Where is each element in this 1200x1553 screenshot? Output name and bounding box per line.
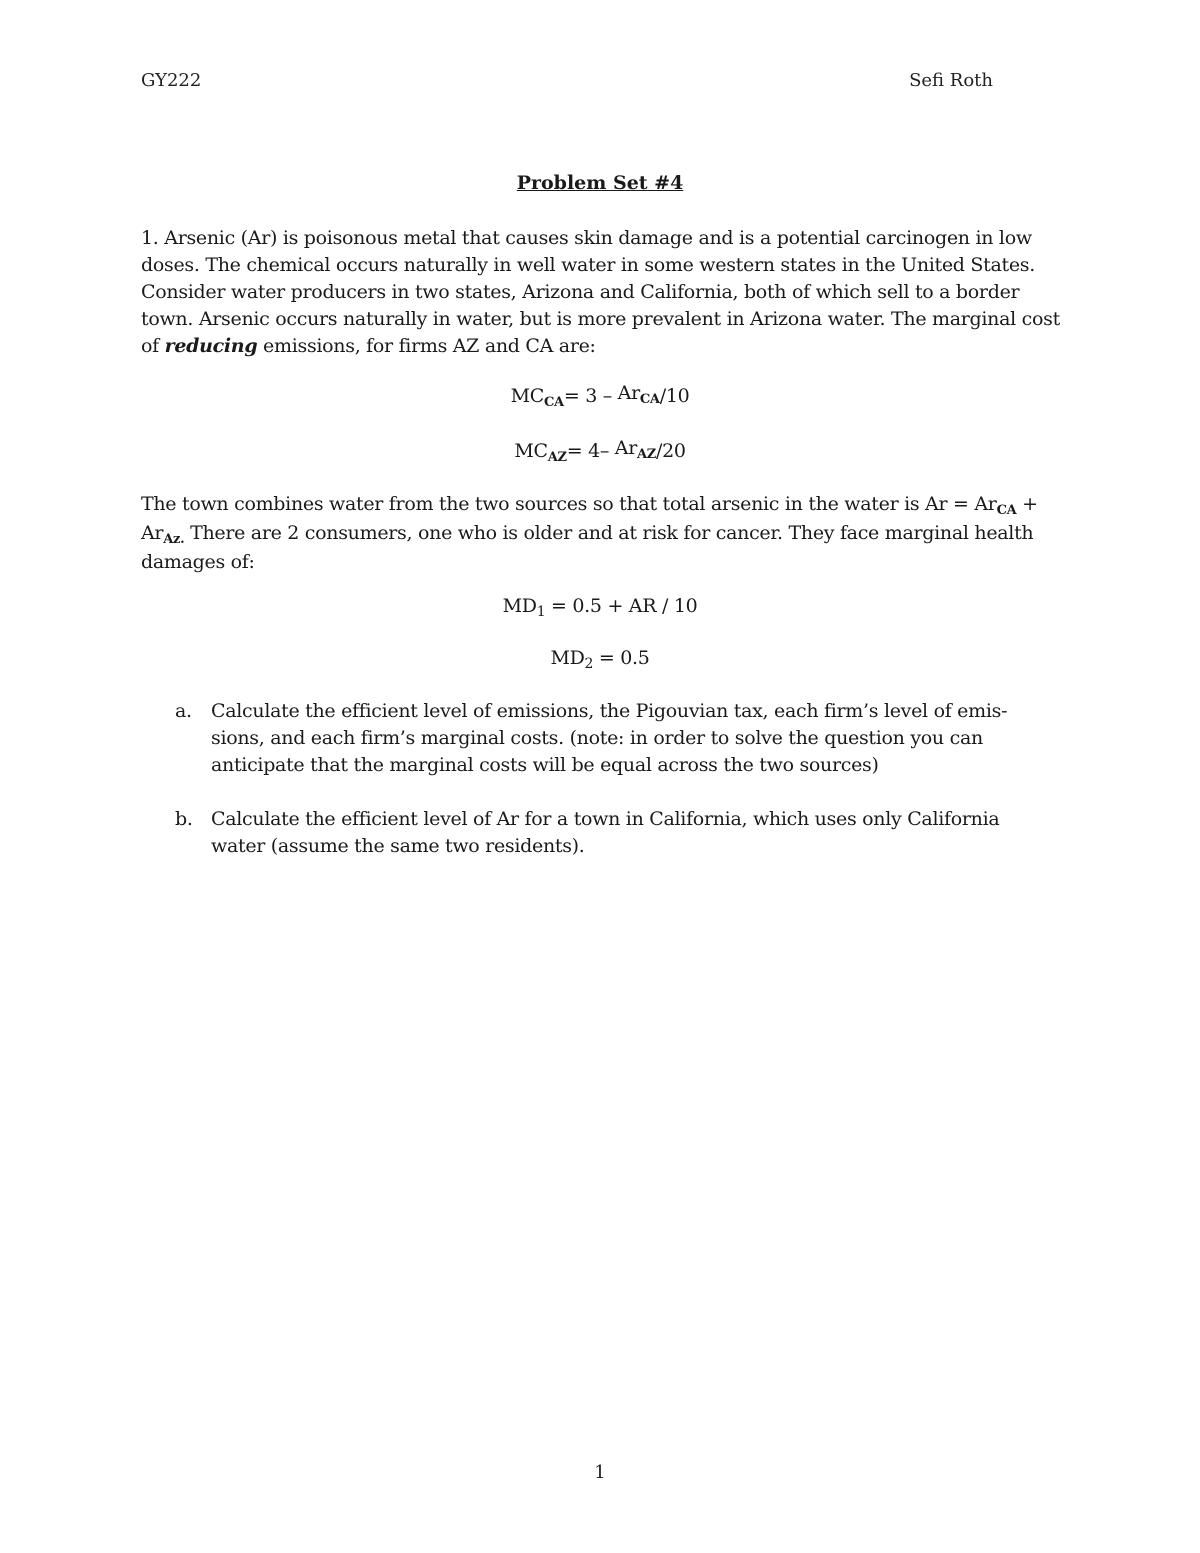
eq-ca-lhs: MC: [510, 385, 544, 407]
md1-lhs: MD: [502, 595, 537, 617]
equation-md2: [0, 647, 1200, 672]
list-item: [175, 806, 1045, 860]
part-b-text: Calculate the efficient level of Ar for a town in California, which uses only California water (assume the same two residents).: [211, 808, 1000, 857]
page-title: Problem Set #4: [516, 172, 684, 194]
eq-az-var: Ar: [614, 437, 638, 459]
eq-az-rhs: /20: [656, 440, 686, 462]
eq-ca-var: Ar: [617, 382, 640, 404]
equation-mc-az: [0, 437, 1200, 465]
town-text-2: + Ar: [141, 493, 1038, 544]
eq-ca-frac: [617, 382, 660, 407]
eq-az-lhs-sub: AZ: [547, 450, 567, 465]
town-sub-ca: CA: [996, 503, 1017, 518]
part-a-text: Calculate the efficient level of emissions, the Pigouvian tax, each firm’s level of emis-sions, and each firm’s marginal costs. (note: in order to solve the question you can anticipate that the marginal costs will be equal across the two sources): [211, 700, 1008, 776]
town-text-1: The town combines water from the two sources so that total arsenic in the water is Ar = Ar: [141, 493, 997, 515]
eq-ca-mid: = 3 –: [563, 385, 618, 407]
part-a-label: a.: [175, 700, 192, 722]
intro-text-end: emissions, for firms AZ and CA are:: [257, 335, 596, 357]
eq-az-var-sub: AZ: [637, 447, 656, 462]
equation-md1: [0, 595, 1200, 620]
header-author: Sefi Roth: [909, 70, 993, 91]
question-intro: [141, 225, 1061, 360]
town-text-3: There are 2 consumers, one who is older and at risk for cancer. They face marginal health damages of:: [141, 522, 1034, 573]
town-paragraph: [141, 491, 1061, 576]
list-item: [175, 698, 1045, 779]
md1-sub: 1: [536, 604, 546, 620]
eq-az-lhs: MC: [514, 440, 548, 462]
intro-text: 1. Arsenic (Ar) is poisonous metal that causes skin damage and is a potential carcinogen in low doses. The chemical occurs naturally in well water in some western states in the United States. Consider water producers in two states, Arizona and California, both of which sell to a border town. Arsenic occurs naturally in water, but is more prevalent in Arizona water. The marginal cost of: [141, 227, 1060, 357]
md2-lhs: MD: [550, 647, 585, 669]
md2-rhs: = 0.5: [593, 647, 650, 669]
page-number: 1: [594, 1462, 606, 1483]
eq-az-frac: [614, 437, 656, 462]
town-sub-az: Az.: [163, 532, 185, 547]
header-course: GY222: [141, 70, 202, 91]
md2-sub: 2: [584, 656, 594, 672]
md1-rhs: = 0.5 + AR / 10: [545, 595, 698, 617]
eq-ca-lhs-sub: CA: [543, 395, 564, 410]
eq-ca-rhs: /10: [659, 385, 690, 407]
intro-keyword: reducing: [164, 335, 258, 357]
part-b-label: b.: [175, 808, 193, 830]
eq-az-mid: = 4–: [566, 440, 615, 462]
equation-mc-ca: [0, 382, 1200, 410]
eq-ca-var-sub: CA: [639, 392, 660, 407]
